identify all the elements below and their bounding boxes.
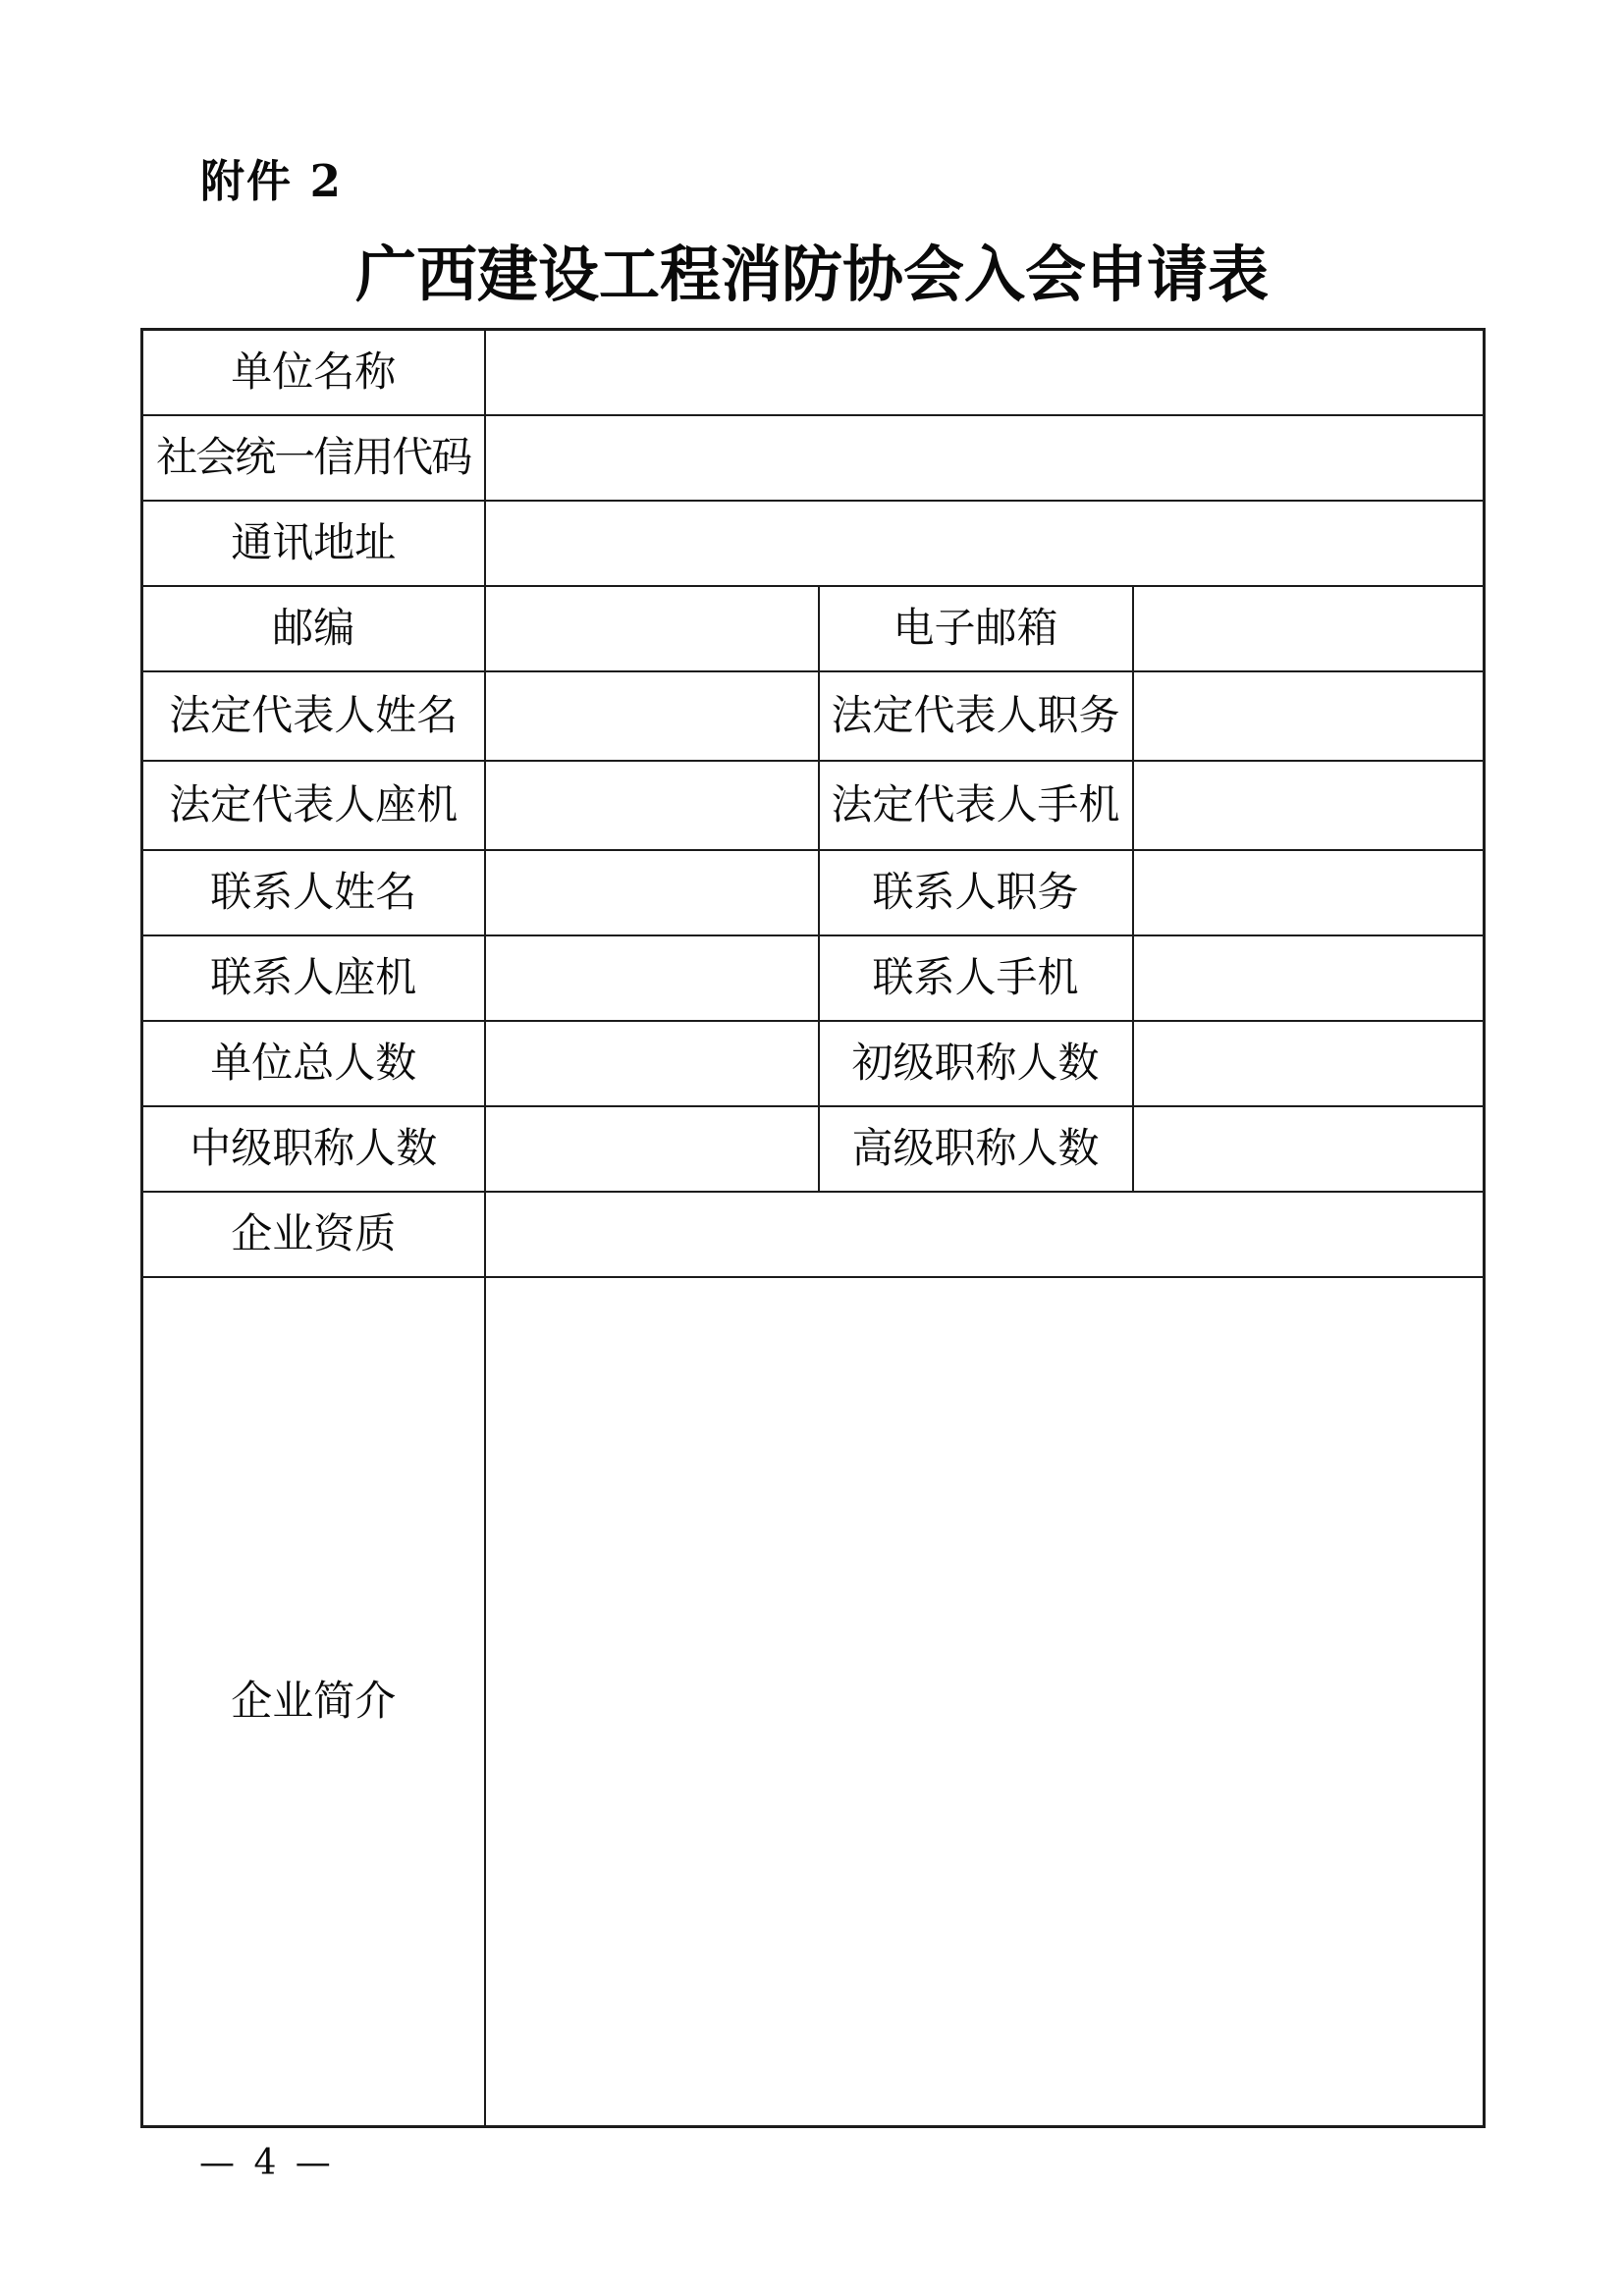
value-legal-rep-name[interactable] [485,671,819,761]
label-total-staff: 单位总人数 [142,1021,485,1106]
label-enterprise-qualification: 企业资质 [142,1192,485,1277]
label-contact-name: 联系人姓名 [142,850,485,935]
value-postcode[interactable] [485,586,819,671]
membership-application-table [140,328,1486,2128]
label-senior-title-count: 高级职称人数 [819,1106,1133,1192]
value-contact-landline[interactable] [485,935,819,1021]
value-legal-rep-landline[interactable] [485,761,819,850]
value-contact-name[interactable] [485,850,819,935]
label-mailing-address: 通讯地址 [142,501,485,586]
value-email[interactable] [1133,586,1485,671]
table-row [142,671,1485,761]
value-contact-position[interactable] [1133,850,1485,935]
label-unit-name: 单位名称 [142,330,485,415]
table-row [142,1192,1485,1277]
label-contact-landline: 联系人座机 [142,935,485,1021]
value-junior-title-count[interactable] [1133,1021,1485,1106]
table-row [142,415,1485,501]
table-row [142,1021,1485,1106]
table-row [142,1106,1485,1192]
label-contact-position: 联系人职务 [819,850,1133,935]
label-legal-rep-mobile: 法定代表人手机 [819,761,1133,850]
value-mailing-address[interactable] [485,501,1485,586]
table-row [142,850,1485,935]
label-enterprise-profile: 企业简介 [142,1277,485,2127]
page-title: 广西建设工程消防协会入会申请表 [354,239,1269,310]
table-row [142,935,1485,1021]
value-credit-code[interactable] [485,415,1485,501]
label-postcode: 邮编 [142,586,485,671]
table-row [142,1277,1485,2127]
label-email: 电子邮箱 [819,586,1133,671]
value-enterprise-qualification[interactable] [485,1192,1485,1277]
value-legal-rep-mobile[interactable] [1133,761,1485,850]
value-enterprise-profile[interactable] [485,1277,1485,2127]
label-credit-code: 社会统一信用代码 [142,415,485,501]
label-junior-title-count: 初级职称人数 [819,1021,1133,1106]
table-row [142,501,1485,586]
value-senior-title-count[interactable] [1133,1106,1485,1192]
value-contact-mobile[interactable] [1133,935,1485,1021]
value-total-staff[interactable] [485,1021,819,1106]
table-row [142,586,1485,671]
label-legal-rep-name: 法定代表人姓名 [142,671,485,761]
label-legal-rep-landline: 法定代表人座机 [142,761,485,850]
label-mid-title-count: 中级职称人数 [142,1106,485,1192]
page-number: — 4 — [199,2143,335,2183]
label-legal-rep-position: 法定代表人职务 [819,671,1133,761]
value-legal-rep-position[interactable] [1133,671,1485,761]
attachment-label: 附件 2 [200,155,343,207]
label-contact-mobile: 联系人手机 [819,935,1133,1021]
table-row [142,330,1485,415]
value-unit-name[interactable] [485,330,1485,415]
table-row [142,761,1485,850]
value-mid-title-count[interactable] [485,1106,819,1192]
